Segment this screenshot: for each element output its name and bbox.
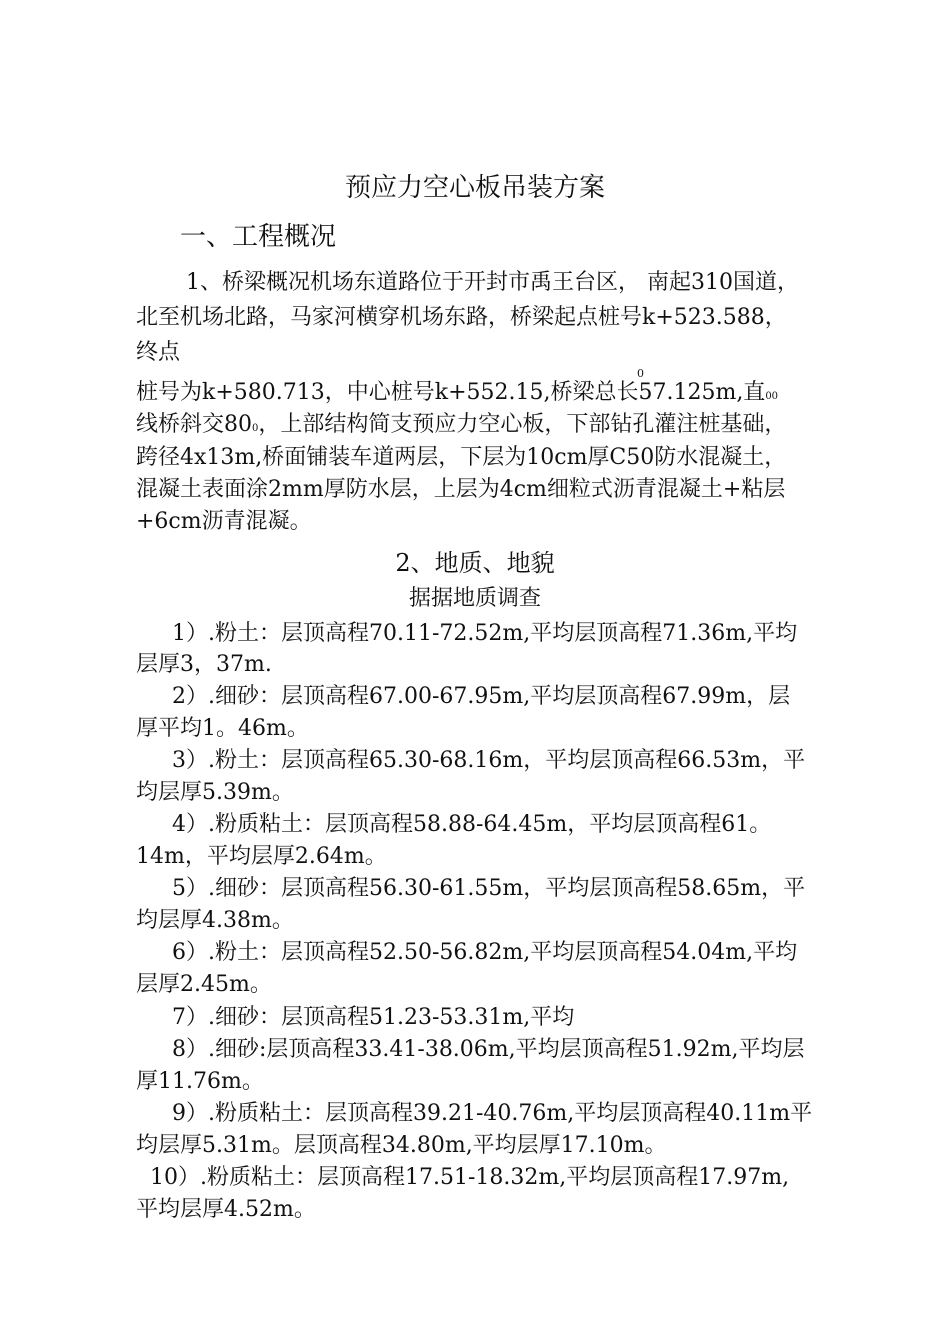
overview-line: 跨径4x13m,桥面铺装车道两层，下层为10cm厚C50防水混凝土， <box>136 445 787 470</box>
overview-text: 桩号为k+580.713，中心桩号k+552.15,桥梁总长57.125m,直 <box>136 380 766 405</box>
geology-line: 3）.粉土：层顶高程65.30-68.16m，平均层顶高程66.53m，平 <box>172 748 806 773</box>
geology-line: 平均层厚4.52m。 <box>136 1197 316 1222</box>
geology-line: 10）.粉质粘土：层顶高程17.51-18.32m,平均层顶高程17.97m, <box>150 1165 790 1190</box>
degree-mark: 0 <box>252 423 259 434</box>
overview-line <box>136 378 778 412</box>
geology-line: 均层厚5.31m。层顶高程34.80m,平均层厚17.10m。 <box>136 1133 667 1158</box>
geology-line: 9）.粉质粘土：层顶高程39.21-40.76m,平均层顶高程40.11m平 <box>172 1101 813 1126</box>
subsection-heading: 2、地质、地貌 <box>395 549 555 577</box>
overview-line: 终点 <box>136 340 181 365</box>
geology-line: 2）.细砂：层顶高程67.00-67.95m,平均层顶高程67.99m，层 <box>172 684 791 709</box>
overview-line: 北至机场北路，马家河横穿机场东路，桥梁起点桩号k+523.588， <box>136 305 787 330</box>
geology-line: 厚11.76m。 <box>136 1069 264 1094</box>
geology-line: 7）.细砂：层顶高程51.23-53.31m,平均 <box>172 1005 575 1030</box>
overview-text: ，上部结构简支预应力空心板，下部钻孔灌注桩基础， <box>258 412 787 437</box>
overview-line: +6cm沥青混凝。 <box>136 509 312 534</box>
superscript-mark: 0 <box>637 367 644 380</box>
geology-line: 5）.细砂：层顶高程56.30-61.55m，平均层顶高程58.65m，平 <box>172 876 806 901</box>
geology-line: 厚平均1。46m。 <box>136 716 309 741</box>
geology-line: 8）.细砂:层顶高程33.41-38.06m,平均层顶高程51.92m,平均层 <box>172 1037 805 1062</box>
geology-line: 层厚2.45m。 <box>136 972 272 997</box>
overview-line: 1、桥梁概况机场东道路位于开封市禹王台区， 南起310国道， <box>186 270 799 295</box>
document-title: 预应力空心板吊装方案 <box>344 173 605 203</box>
line-end-mark: 00 <box>765 391 779 402</box>
overview-line: 混凝土表面涂2mm厚防水层，上层为4cm细粒式沥青混凝土+粘层 <box>136 477 786 502</box>
overview-line <box>136 410 786 444</box>
geology-line: 均层厚4.38m。 <box>136 908 294 933</box>
geology-line: 14m，平均层厚2.64m。 <box>136 844 387 869</box>
geology-line: 6）.粉土：层顶高程52.50-56.82m,平均层顶高程54.04m,平均 <box>172 940 798 965</box>
geology-line: 1）.粉土：层顶高程70.11-72.52m,平均层顶高程71.36m,平均 <box>172 621 798 646</box>
geology-line: 均层厚5.39m。 <box>136 780 294 805</box>
overview-text: 线桥斜交80 <box>136 412 252 437</box>
geology-line: 层厚3，37m. <box>136 652 272 677</box>
section-heading: 一、工程概况 <box>180 222 337 252</box>
geology-line: 4）.粉质粘土：层顶高程58.88-64.45m，平均层顶高程61。 <box>172 812 772 837</box>
survey-heading: 据据地质调查 <box>408 586 541 611</box>
